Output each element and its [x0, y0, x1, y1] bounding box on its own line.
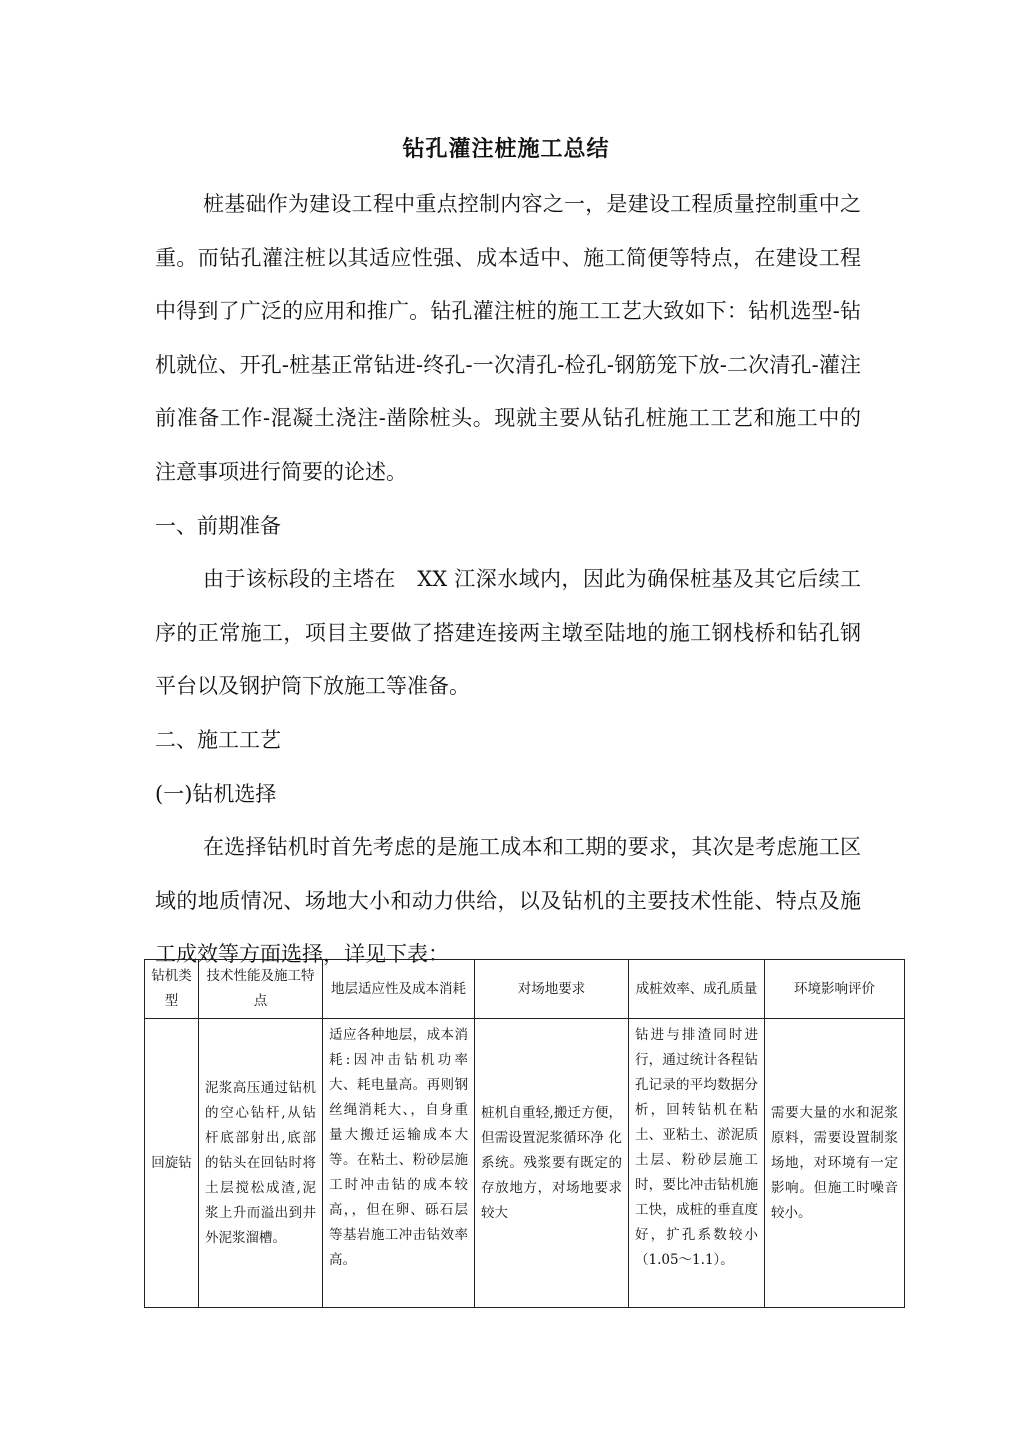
document-title: 钻孔灌注桩施工总结 [402, 136, 610, 162]
header-tech: 技术性能及施工特点 [199, 960, 323, 1019]
subsection-heading-rig: (一)钻机选择 [155, 781, 277, 806]
header-eff: 成桩效率、成孔质量 [629, 960, 765, 1019]
cell-env: 需要大量的水和泥浆原料，需要设置制浆场地，对环境有一定影响。但施工时噪音较小。 [765, 1019, 905, 1308]
rig-comparison-table [144, 959, 905, 1308]
table-header-row [145, 960, 905, 1019]
cell-site: 桩机自重轻,搬迁方便，但需设置泥浆循环净 化系统。残浆要有既定的存放地方，对场地要求较大 [475, 1019, 629, 1308]
cell-tech: 泥浆高压通过钻机的空心钻杆,从钻杆底部射出,底部的钻头在回钻时将土层搅松成渣,泥浆上升而溢出到井外泥浆溜槽。 [199, 1019, 323, 1308]
intro-paragraph: 桩基础作为建设工程中重点控制内容之一，是建设工程质量控制重中之重。而钻孔灌注桩以其适应性强、成本适中、施工简便等特点，在建设工程中得到了广泛的应用和推广。钻孔灌注桩的施工工艺大致如下：钻机选型-钻机就位、开孔-桩基正常钻进-终孔-一次清孔-检孔-钢筋笼下放-二次清孔-灌注前准备工作-混凝土浇注-凿除桩头。现就主要从钻孔桩施工工艺和施工中的注意事项进行简要的论述。 [155, 192, 861, 484]
header-geo: 地层适应性及成本消耗 [323, 960, 475, 1019]
header-env: 环境影响评价 [765, 960, 905, 1019]
cell-eff: 钻进与排渣同时进行，通过统计各程钻孔记录的平均数据分析，回转钻机在粘土、亚粘土、淤泥质土层、粉砂层施工时，要比冲击钻机施工快，成桩的垂直度好，扩孔系数较小（1.05～1.1）。 [629, 1019, 765, 1308]
cell-type: 回旋钻 [145, 1019, 199, 1308]
rig-paragraph: 在选择钻机时首先考虑的是施工成本和工期的要求，其次是考虑施工区域的地质情况、场地大小和动力供给，以及钻机的主要技术性能、特点及施工成效等方面选择，详见下表： [155, 835, 861, 967]
cell-geo: 适应各种地层，成本消耗:因冲击钻机功率大、耗电量高。再则钢丝绳消耗大、，自身重量大搬迁运输成本大等。在粘土、粉砂层施工时冲击钻的成本较高，，但在卵、砾石层等基岩施工冲击钻效率高。 [323, 1019, 475, 1308]
table-row [145, 1019, 905, 1308]
header-type: 钻机类型 [145, 960, 199, 1019]
section-heading-process: 二、施工工艺 [155, 727, 281, 752]
header-site: 对场地要求 [475, 960, 629, 1019]
document-body [155, 178, 861, 982]
prep-paragraph: 由于该标段的主塔在 XX 江深水域内，因此为确保桩基及其它后续工序的正常施工，项目主要做了搭建连接两主墩至陆地的施工钢栈桥和钻孔钢平台以及钢护筒下放施工等准备。 [155, 567, 861, 699]
section-heading-prep: 一、前期准备 [155, 513, 281, 538]
